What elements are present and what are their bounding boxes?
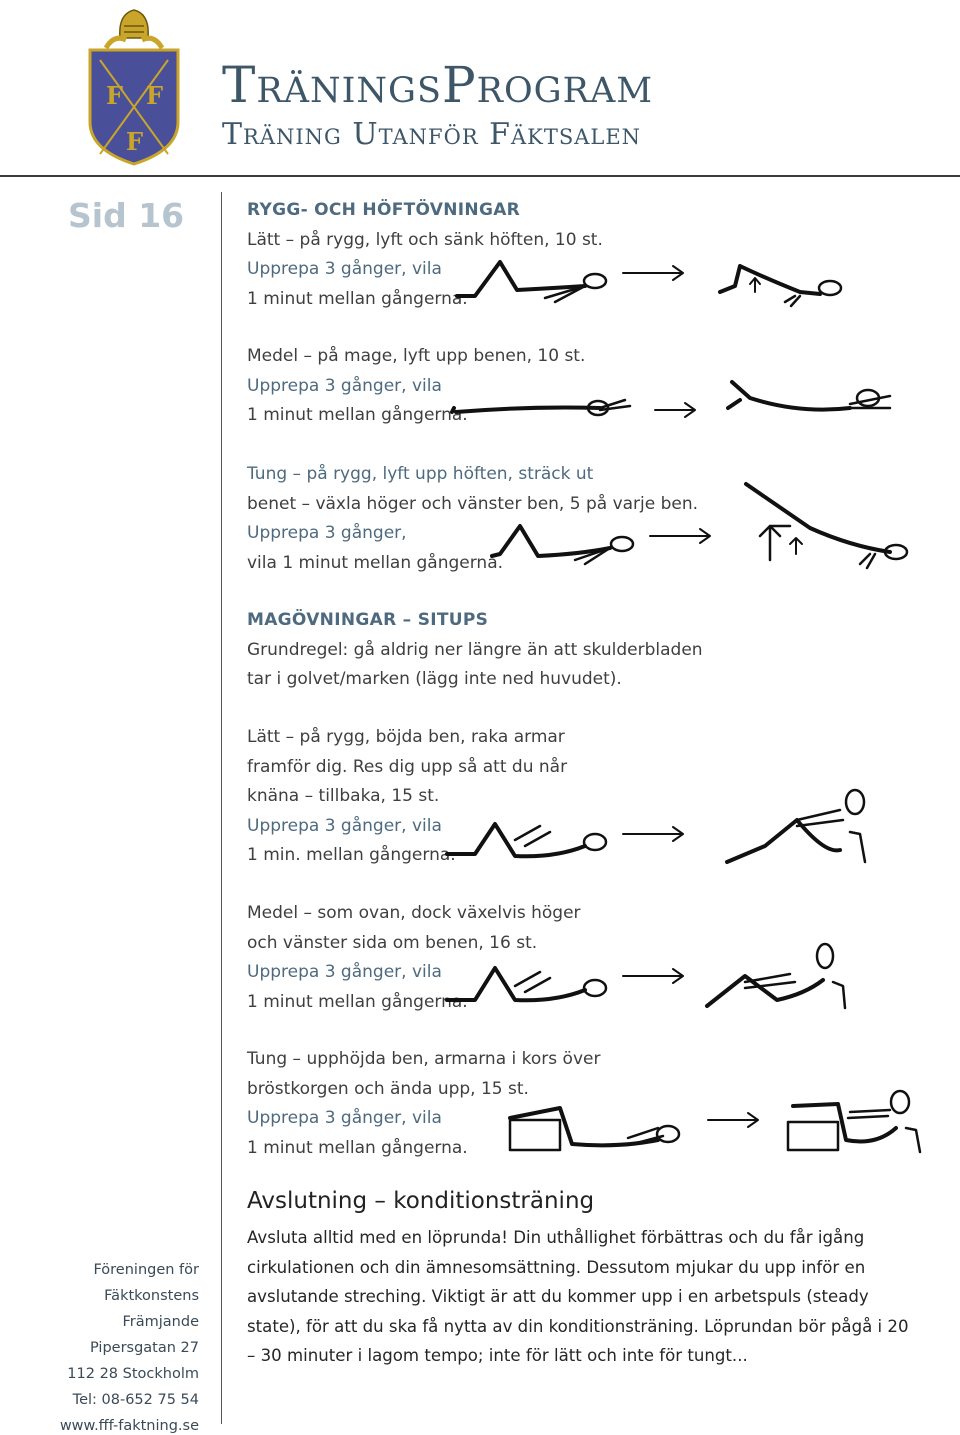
address-block: [60, 1257, 199, 1435]
text-line: vila 1 minut mellan gångerna.: [247, 552, 504, 573]
text-line: 1 minut mellan gångerna.: [247, 1137, 468, 1158]
address-line: Främjande: [122, 1314, 199, 1330]
address-line: Tel: 08-652 75 54: [72, 1392, 199, 1408]
address-line: Föreningen för: [93, 1262, 199, 1278]
crest-letter: F: [146, 81, 164, 110]
crest-letter: F: [126, 127, 144, 156]
finale-heading: Avslutning – konditionsträning: [247, 1188, 595, 1214]
text-line: Tung – på rygg, lyft upp höften, sträck ut: [247, 464, 594, 484]
page-subtitle: Träning Utanför Fäktsalen: [222, 117, 642, 152]
text-line: Upprepa 3 gånger,: [247, 523, 407, 543]
exercise-figure-situp-easy: [445, 790, 875, 870]
fff-crest-icon: [84, 4, 184, 168]
page-title: TräningsProgram: [222, 56, 654, 114]
text-line: Tung – upphöjda ben, armarna i kors över: [247, 1049, 601, 1069]
text-line: bröstkorgen och ända upp, 15 st.: [247, 1078, 529, 1099]
section-heading: RYGG- OCH HÖFTÖVNINGAR: [247, 200, 521, 220]
text-line: Lätt – på rygg, lyft och sänk höften, 10 st.: [247, 229, 603, 250]
text-line: 1 min. mellan gångerna.: [247, 845, 456, 865]
finale-paragraph: Avsluta alltid med en löprunda! Din uthållighet förbättras och du får igång cirkulationen och din ämnesomsättning. Dessutom mjukar du upp inför en avslutande streching. Viktigt är att du kommer upp i en arbetspuls (steady state), för att du ska få nytta av din konditionsträning. Löprundan bör pågå i 20 – 30 minuter i lagom tempo; inte för lätt och inte för tungt...: [247, 1228, 909, 1365]
address-line: Fäktkonstens: [104, 1288, 199, 1304]
address-line: www.fff-faktning.se: [59, 1418, 199, 1434]
crest-letter: F: [106, 81, 124, 110]
text-line: benet – växla höger och vänster ben, 5 på varje ben.: [247, 493, 699, 514]
text-line: Upprepa 3 gånger, vila: [247, 815, 442, 836]
text-line: 1 minut mellan gångerna.: [247, 288, 468, 309]
exercise-figure-situp-hard: [508, 1090, 928, 1158]
text-line: Grundregel: gå aldrig ner längre än att skulderbladen: [247, 639, 703, 660]
text-line: Upprepa 3 gånger, vila: [247, 375, 442, 396]
text-line: och vänster sida om benen, 16 st.: [247, 932, 538, 953]
text-line: 1 minut mellan gångerna.: [247, 405, 468, 425]
text-line: Upprepa 3 gånger, vila: [247, 259, 442, 279]
text-line: Lätt – på rygg, böjda ben, raka armar: [247, 727, 565, 747]
text-line: Upprepa 3 gånger, vila: [247, 962, 442, 982]
text-line: knäna – tillbaka, 15 st.: [247, 786, 440, 806]
address-line: Pipersgatan 27: [89, 1340, 199, 1356]
text-line: Upprepa 3 gånger, vila: [247, 1108, 442, 1128]
text-line: framför dig. Res dig upp så att du når: [247, 756, 568, 777]
column-divider: [221, 192, 222, 1424]
document-title: [222, 56, 654, 152]
text-line: Medel – på mage, lyft upp benen, 10 st.: [247, 346, 586, 366]
address-line: 112 28 Stockholm: [67, 1366, 199, 1382]
page-number: Sid 16: [68, 196, 185, 235]
text-line: 1 minut mellan gångerna.: [247, 991, 468, 1012]
text-line: Medel – som ovan, dock växelvis höger: [247, 903, 581, 923]
exercise-figure-situp-medium: [445, 938, 875, 1018]
situps-rule: [247, 606, 703, 695]
section-heading: MAGÖVNINGAR – SITUPS: [247, 610, 489, 630]
exercise-figure-hip-lift: [455, 258, 915, 318]
header-divider: [0, 175, 960, 177]
exercise-figure-single-leg: [490, 482, 920, 574]
text-line: tar i golvet/marken (lägg inte ned huvudet).: [247, 669, 622, 689]
exercise-figure-leg-lift: [450, 378, 910, 426]
